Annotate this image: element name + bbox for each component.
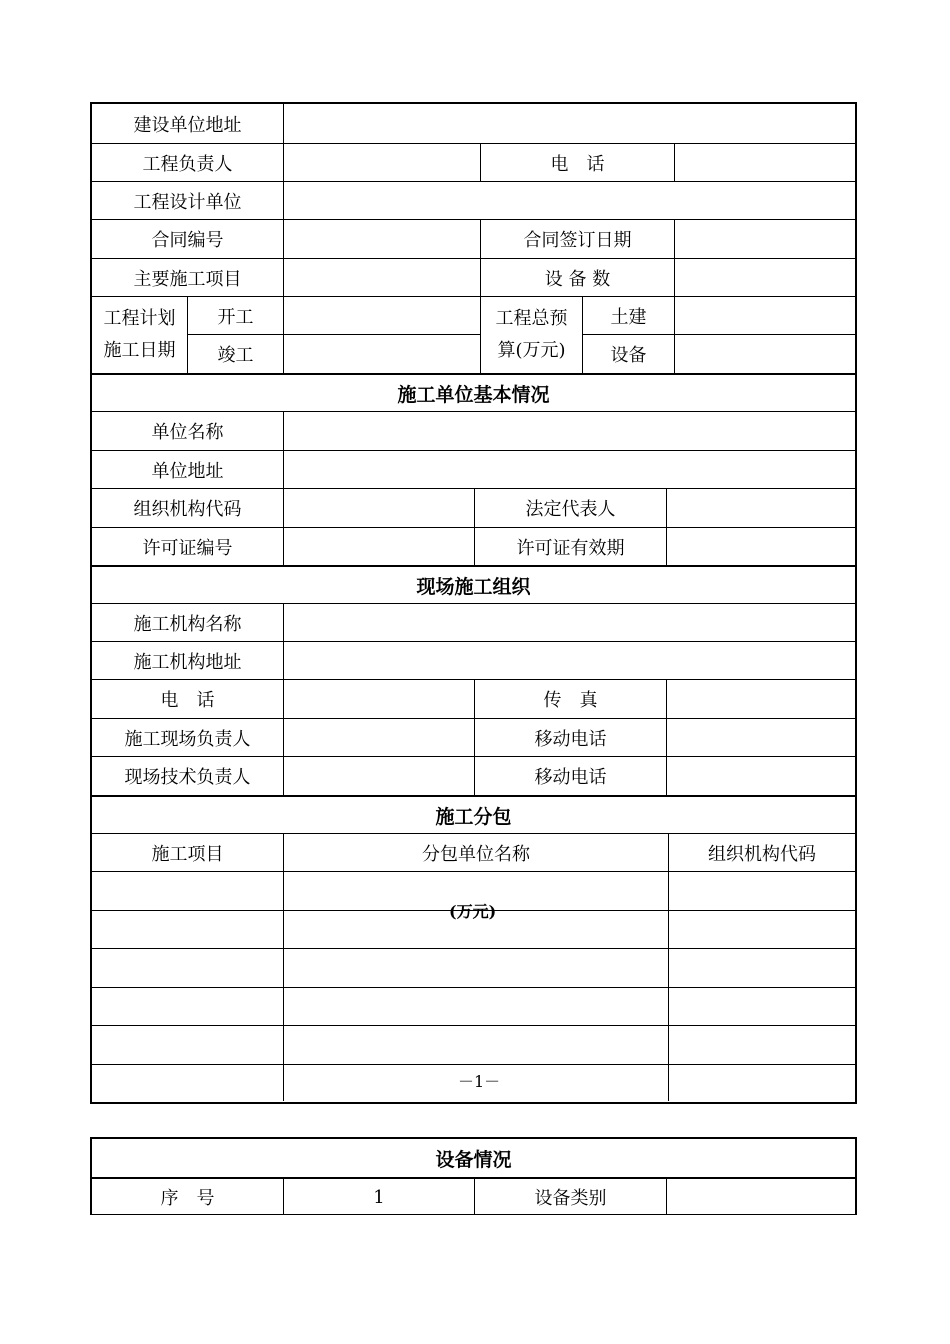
field-label: 工程设计单位 — [133, 191, 242, 213]
civil-label: 土建 — [582, 297, 674, 335]
equipment-category-field[interactable] — [666, 1179, 855, 1215]
contractor-address-field[interactable] — [283, 451, 855, 488]
subcontract-code-field[interactable] — [668, 1026, 855, 1064]
field-label: 法定代表人 — [474, 489, 666, 527]
subcontract-item-field[interactable] — [92, 949, 283, 987]
budget-label-line2: 算(万元) — [497, 340, 566, 361]
section-title: 设备情况 — [435, 1148, 512, 1171]
field-label: 建设单位地址 — [133, 114, 242, 136]
main-item-field[interactable] — [283, 259, 480, 296]
serial-value: 1 — [283, 1179, 474, 1215]
registration-form-table — [90, 102, 857, 1104]
field-label: 现场技术负责人 — [124, 767, 251, 788]
field-label: 设 备 数 — [480, 259, 674, 296]
site-org-name-field[interactable] — [283, 604, 855, 641]
field-label: 合同签订日期 — [480, 220, 674, 258]
form-row — [92, 143, 855, 181]
form-row — [92, 181, 855, 219]
start-date-field[interactable] — [283, 297, 480, 335]
section-title: 施工分包 — [435, 805, 512, 828]
subcontract-unit-field[interactable] — [283, 911, 668, 948]
subcontract-unit-field[interactable] — [283, 949, 668, 987]
subcontract-row — [92, 948, 855, 987]
subcontract-item-field[interactable] — [92, 1065, 283, 1101]
field-label: 移动电话 — [474, 719, 666, 756]
form-row — [92, 488, 855, 527]
field-label: 组织机构代码 — [133, 499, 242, 520]
site-phone-field[interactable] — [283, 680, 474, 718]
subcontract-item-field[interactable] — [92, 988, 283, 1025]
subcontract-row — [92, 910, 855, 948]
field-label: 传 真 — [474, 680, 666, 718]
finish-date-field[interactable] — [283, 335, 480, 373]
field-label: 施工现场负责人 — [124, 728, 251, 750]
form-row — [92, 641, 855, 679]
section-header-row — [92, 1139, 855, 1177]
form-row — [92, 679, 855, 718]
field-label: 单位地址 — [151, 460, 224, 482]
license-valid-field[interactable] — [666, 528, 855, 565]
equipment-count-field[interactable] — [674, 259, 855, 296]
column-header: 施工项目 — [151, 843, 224, 865]
field-label: 施工机构地址 — [133, 651, 242, 673]
section-header-row — [92, 565, 855, 603]
form-row — [92, 603, 855, 641]
budget-label-line1: 工程总预 — [495, 308, 568, 329]
subcontract-item-field[interactable] — [92, 872, 283, 910]
project-manager-field[interactable] — [283, 144, 480, 181]
site-manager-mobile-field[interactable] — [666, 719, 855, 756]
subcontract-code-field[interactable] — [668, 949, 855, 987]
project-phone-field[interactable] — [674, 144, 855, 181]
contract-date-field[interactable] — [674, 220, 855, 258]
form-row — [92, 450, 855, 488]
subcontract-row — [92, 1025, 855, 1064]
form-row — [92, 219, 855, 258]
site-org-address-field[interactable] — [283, 642, 855, 679]
contractor-name-field[interactable] — [283, 412, 855, 450]
subcontract-item-field[interactable] — [92, 1026, 283, 1064]
license-no-field[interactable] — [283, 528, 474, 565]
equipment-label: 设备 — [582, 335, 674, 373]
equipment-row — [92, 1177, 855, 1215]
section-header-row — [92, 795, 855, 833]
form-row — [92, 411, 855, 450]
field-label: 设备类别 — [474, 1179, 666, 1215]
field-label: 移动电话 — [474, 757, 666, 795]
field-label: 序 号 — [160, 1188, 215, 1209]
budget-label — [480, 297, 582, 373]
field-label: 工程负责人 — [142, 153, 233, 175]
field-label: 单位名称 — [151, 422, 224, 443]
plan-budget-block — [92, 296, 855, 373]
form-row — [92, 718, 855, 756]
civil-budget-field[interactable] — [674, 297, 855, 335]
form-row — [92, 258, 855, 296]
legal-rep-field[interactable] — [666, 489, 855, 527]
field-label: 施工机构名称 — [133, 613, 242, 635]
contract-no-field[interactable] — [283, 220, 480, 258]
subcontract-item-field[interactable] — [92, 911, 283, 948]
plan-date-label — [92, 297, 187, 373]
column-header: 组织机构代码 — [668, 834, 855, 871]
equipment-table — [90, 1137, 857, 1215]
page-number: －1－ — [458, 1072, 501, 1091]
design-unit-field[interactable] — [283, 182, 855, 219]
finish-label: 竣工 — [187, 335, 283, 373]
overlap-text: (万元) — [449, 902, 497, 921]
subcontract-code-field[interactable] — [668, 988, 855, 1025]
subcontract-unit-field[interactable] — [283, 988, 668, 1025]
site-manager-field[interactable] — [283, 719, 474, 756]
start-label: 开工 — [187, 297, 283, 335]
subcontract-header-row — [92, 833, 855, 871]
plan-label-line1: 工程计划 — [103, 308, 176, 329]
tech-manager-mobile-field[interactable] — [666, 757, 855, 795]
subcontract-row — [92, 987, 855, 1025]
subcontract-row — [92, 871, 855, 921]
field-label: 许可证有效期 — [474, 528, 666, 565]
field-label: 主要施工项目 — [133, 268, 242, 290]
form-row — [92, 104, 855, 143]
section-header-row — [92, 373, 855, 411]
field-label: 电 话 — [160, 690, 215, 711]
column-header: 分包单位名称 — [283, 834, 668, 871]
subcontract-row — [92, 1064, 855, 1101]
equipment-budget-field[interactable] — [674, 335, 855, 373]
site-fax-field[interactable] — [666, 680, 855, 718]
plan-label-line2: 施工日期 — [103, 340, 176, 361]
build-unit-address-field[interactable] — [283, 104, 855, 143]
form-row — [92, 527, 855, 565]
field-label: 电 话 — [480, 144, 674, 181]
field-label: 合同编号 — [151, 230, 224, 251]
subcontract-code-field[interactable] — [668, 1065, 855, 1101]
form-row — [92, 756, 855, 795]
section-title: 施工单位基本情况 — [397, 383, 550, 406]
subcontract-code-field[interactable] — [668, 872, 855, 910]
subcontract-code-field[interactable] — [668, 911, 855, 948]
org-code-field[interactable] — [283, 489, 474, 527]
field-label: 许可证编号 — [142, 537, 233, 559]
section-title: 现场施工组织 — [416, 575, 531, 598]
tech-manager-field[interactable] — [283, 757, 474, 795]
subcontract-unit-field[interactable] — [283, 1026, 668, 1064]
